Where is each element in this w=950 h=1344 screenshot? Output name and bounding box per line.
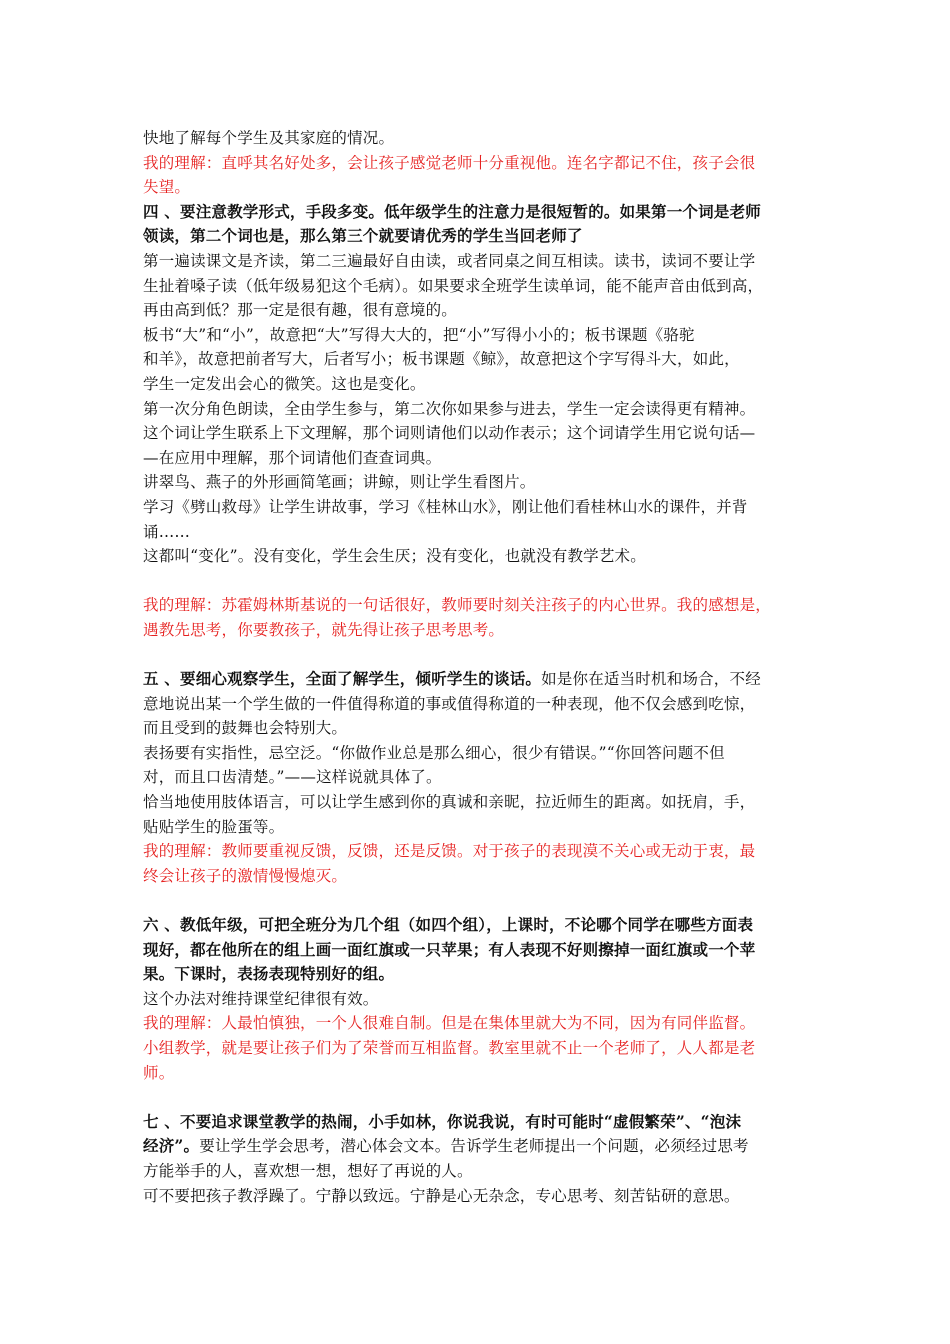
paragraph xyxy=(143,667,807,741)
text-line xyxy=(143,741,807,766)
text-line xyxy=(143,790,807,815)
text-run: 讲翠鸟、燕子的外形画简笔画；讲鲸，则让学生看图片。 xyxy=(143,473,536,492)
text-line xyxy=(143,1159,807,1184)
text-line xyxy=(143,938,807,963)
text-run: 这都叫“变化”。没有变化，学生会生厌；没有变化，也就没有教学艺术。 xyxy=(143,547,646,566)
text-line xyxy=(143,987,807,1012)
bold-text-run: 经济”。 xyxy=(143,1136,200,1156)
paragraph xyxy=(143,397,807,422)
paragraph xyxy=(143,913,807,987)
text-line xyxy=(143,716,807,741)
text-run: 终会让孩子的激情慢慢熄灭。 xyxy=(143,866,348,885)
text-run: 贴贴学生的脸蛋等。 xyxy=(143,817,285,836)
paragraph xyxy=(143,790,807,839)
document-page xyxy=(143,126,807,1208)
text-run: 诵…… xyxy=(143,522,191,541)
text-run: 和羊》，故意把前者写大，后者写小；板书课题《鲸》，故意把这个字写得斗大，如此， xyxy=(143,350,740,369)
text-line xyxy=(143,520,807,545)
text-run: 要让学生学会思考，潜心体会文本。告诉学生老师提出一个问题，必须经过思考 xyxy=(199,1137,749,1156)
text-line xyxy=(143,323,807,348)
text-line xyxy=(143,421,807,446)
text-line xyxy=(143,446,807,471)
text-run: 表扬要有实指性，忌空泛。“你做作业总是那么细心，很少有错误。”“你回答问题不但 xyxy=(143,743,725,762)
text-run: 第一次分角色朗读，全由学生参与，第二次你如果参与进去，学生一定会读得更有精神。 xyxy=(143,399,756,418)
text-line xyxy=(143,347,807,372)
paragraph xyxy=(143,126,807,151)
reflection-note xyxy=(143,593,807,642)
text-line xyxy=(143,175,807,200)
text-run: 恰当地使用肢体语言，可以让学生感到你的真诚和亲昵，拉近师生的距离。如抚肩，手， xyxy=(143,793,756,812)
text-run: 学生一定发出会心的微笑。这也是变化。 xyxy=(143,374,426,393)
bold-text-run: 五 、要细心观察学生，全面了解学生，倾听学生的谈话。 xyxy=(143,669,542,689)
text-line xyxy=(143,151,807,176)
text-run: 我的理解：人最怕慎独，一个人很难自制。但是在集体里就大为不同，因为有同伴监督。 xyxy=(143,1014,756,1033)
reflection-note xyxy=(143,839,807,888)
text-run: 如是你在适当时机和场合，不经 xyxy=(541,670,761,689)
text-line xyxy=(143,200,807,225)
paragraph xyxy=(143,200,807,249)
text-run: 可不要把孩子教浮躁了。宁静以致远。宁静是心无杂念，专心思考、刻苦钻研的意思。 xyxy=(143,1186,740,1205)
blank-line xyxy=(143,569,807,594)
text-run: 我的理解：直呼其名好处多，会让孩子感觉老师十分重视他。连名字都记不住，孩子会很 xyxy=(143,153,756,172)
text-run: 生扯着嗓子读（低年级易犯这个毛病）。如果要求全班学生读单词，能不能声音由低到高， xyxy=(143,276,764,295)
text-line xyxy=(143,249,807,274)
bold-text-run: 七 、不要追求课堂教学的热闹，小手如林，你说我说，有时可能时“虚假繁荣”、“泡沫 xyxy=(143,1111,742,1131)
text-line xyxy=(143,864,807,889)
text-run: 这个词让学生联系上下文理解，那个词则请他们以动作表示；这个词请学生用它说句话— xyxy=(143,424,756,443)
paragraph xyxy=(143,323,807,397)
text-run: 第一遍读课文是齐读，第二三遍最好自由读，或者同桌之间互相读。读书，读词不要让学 xyxy=(143,251,756,270)
text-line xyxy=(143,1134,807,1159)
text-line xyxy=(143,962,807,987)
paragraph xyxy=(143,421,807,470)
text-run: 而且受到的鼓舞也会特别大。 xyxy=(143,719,348,738)
text-line xyxy=(143,397,807,422)
text-line xyxy=(143,126,807,151)
text-run: 师。 xyxy=(143,1063,175,1082)
text-run: 再由高到低？那一定是很有趣，很有意境的。 xyxy=(143,301,458,320)
paragraph xyxy=(143,1184,807,1209)
paragraph xyxy=(143,987,807,1012)
text-run: 遇教先思考，你要教孩子，就先得让孩子思考思考。 xyxy=(143,620,505,639)
bold-text-run: 六 、教低年级，可把全班分为几个组（如四个组），上课时，不论哪个同学在哪些方面表 xyxy=(143,915,754,934)
text-line xyxy=(143,495,807,520)
text-line xyxy=(143,1110,807,1135)
text-run: 学习《劈山救母》让学生讲故事，学习《桂林山水》，刚让他们看桂林山水的课件，并背 xyxy=(143,497,748,516)
text-line xyxy=(143,1011,807,1036)
bold-text-run: 领读，第二个词也是，那么第三个就要请优秀的学生当回老师了 xyxy=(143,226,583,246)
blank-line xyxy=(143,888,807,913)
text-line xyxy=(143,470,807,495)
text-run: 方能举手的人，喜欢想一想，想好了再说的人。 xyxy=(143,1161,473,1180)
text-line xyxy=(143,1184,807,1209)
text-run: 小组教学，就是要让孩子们为了荣誉而互相监督。教室里就不止一个老师了，人人都是老 xyxy=(143,1038,756,1057)
paragraph xyxy=(143,544,807,569)
text-line xyxy=(143,618,807,643)
bold-text-run: 现好，都在他所在的组上画一面红旗或一只苹果；有人表现不好则擦掉一面红旗或一个苹 xyxy=(143,939,756,959)
text-line xyxy=(143,913,807,938)
text-line xyxy=(143,839,807,864)
paragraph xyxy=(143,741,807,790)
bold-text-run: 四 、要注意教学形式，手段多变。低年级学生的注意力是很短暂的。如果第一个词是老师 xyxy=(143,201,761,221)
text-line xyxy=(143,765,807,790)
text-run: 快地了解每个学生及其家庭的情况。 xyxy=(143,129,395,147)
text-run: 我的理解：苏霍姆林斯基说的一句话很好，教师要时刻关注孩子的内心世界。我的感想是， xyxy=(143,596,772,615)
text-run: —在应用中理解，那个词请他们查查词典。 xyxy=(143,448,442,467)
text-run: 失望。 xyxy=(143,178,191,197)
text-line xyxy=(143,1061,807,1086)
text-line xyxy=(143,815,807,840)
text-run: 这个办法对维持课堂纪律很有效。 xyxy=(143,989,379,1008)
text-line xyxy=(143,298,807,323)
text-line xyxy=(143,692,807,717)
text-line xyxy=(143,372,807,397)
blank-line xyxy=(143,1085,807,1110)
text-run: 我的理解：教师要重视反馈，反馈，还是反馈。对于孩子的表现漠不关心或无动于衷，最 xyxy=(143,842,756,861)
paragraph xyxy=(143,470,807,495)
text-line xyxy=(143,224,807,249)
paragraph xyxy=(143,249,807,323)
reflection-note xyxy=(143,1011,807,1085)
text-run: 意地说出某一个学生做的一件值得称道的事或值得称道的一种表现，他不仅会感到吃惊， xyxy=(143,694,756,713)
paragraph xyxy=(143,495,807,544)
text-run: 对，而且口齿清楚。”——这样说就具体了。 xyxy=(143,768,442,787)
text-line xyxy=(143,1036,807,1061)
text-line xyxy=(143,274,807,299)
text-run: 板书“大”和“小”，故意把“大”写得大大的，把“小”写得小小的；板书课题《骆驼 xyxy=(143,325,695,344)
blank-line xyxy=(143,642,807,667)
bold-text-run: 果。下课时，表扬表现特别好的组。 xyxy=(143,964,395,984)
paragraph xyxy=(143,1110,807,1184)
text-line xyxy=(143,593,807,618)
text-line xyxy=(143,544,807,569)
reflection-note xyxy=(143,151,807,200)
text-line xyxy=(143,667,807,692)
